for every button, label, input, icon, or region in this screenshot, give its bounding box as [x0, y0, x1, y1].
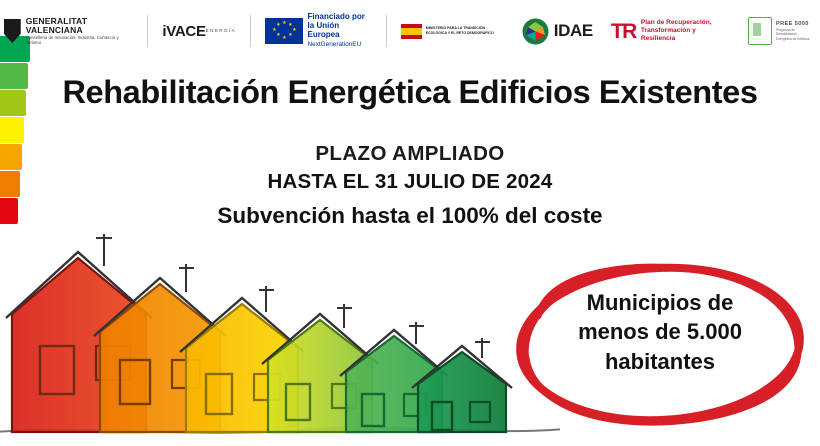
poster-subtitle-plazo: PLAZO AMPLIADO: [315, 142, 505, 165]
logo-divider: [386, 15, 387, 47]
callout-line-2: menos de 5.000: [578, 319, 742, 345]
pree-line-2: Energética de Edificios: [775, 37, 810, 42]
house-dark-green: [412, 338, 512, 432]
ministerio-text: MINISTERIO PARA LA TRANSICIÓN ECOLÓGICA Y EL RETO DEMOGRÁFICO: [425, 26, 494, 35]
logo-idae: [518, 9, 597, 53]
logo-european-union: [261, 9, 376, 53]
energy-bar-d: [0, 117, 24, 143]
callout-municipios: [510, 256, 810, 428]
funding-logo-strip: [0, 8, 820, 54]
eu-line-1: Financiado por: [307, 12, 365, 22]
callout-line-1: Municipios de: [586, 290, 734, 315]
pree-building-icon: [748, 17, 772, 45]
generalitat-line-1: GENERALITAT: [25, 16, 88, 27]
callout-text: [510, 288, 810, 376]
logo-generalitat-valenciana: [0, 9, 137, 53]
prtr-line-2: Transformación y Resiliencia: [640, 26, 696, 43]
ivace-tagline: ENERGÍA: [205, 28, 237, 34]
logo-ivace: [158, 9, 240, 53]
logo-ministerio: [397, 9, 507, 53]
callout-line-3: habitantes: [604, 348, 716, 374]
generalitat-line-2: VALENCIANA: [25, 24, 83, 35]
eu-line-3: NextGenerationEU: [307, 41, 362, 49]
logo-divider: [250, 15, 251, 47]
ivace-name: iVACE: [162, 22, 206, 40]
poster-subtitle-subvencion: Subvención hasta el 100% del coste: [217, 203, 603, 228]
logo-divider: [147, 15, 148, 47]
eu-line-2: la Unión Europea: [307, 21, 340, 40]
prtr-line-1: Plan de Recuperación,: [640, 18, 712, 26]
eu-flag-icon: ★ ★ ★ ★ ★ ★ ★ ★: [265, 18, 302, 44]
pree-line-1: Programa de Rehabilitación: [775, 27, 797, 36]
poster-subtitle-fecha: HASTA EL 31 JULIO DE 2024: [267, 170, 553, 193]
pree-name: PREE 5000: [775, 20, 809, 27]
prtr-mark: TR: [610, 19, 636, 43]
logo-plan-recuperacion: [607, 9, 734, 53]
generalitat-line-3: Conselleria de Innovación, Industria, Comercio y Turismo: [25, 35, 119, 45]
logo-pree-5000: [744, 9, 820, 53]
energy-rating-scale: [0, 36, 30, 225]
generalitat-shield-icon: [4, 19, 21, 43]
idae-mark-icon: [522, 18, 549, 45]
spain-flag-icon: [401, 24, 421, 39]
idae-name: IDAE: [553, 21, 593, 40]
poster-title: Rehabilitación Energética Edificios Existentes: [62, 74, 758, 110]
